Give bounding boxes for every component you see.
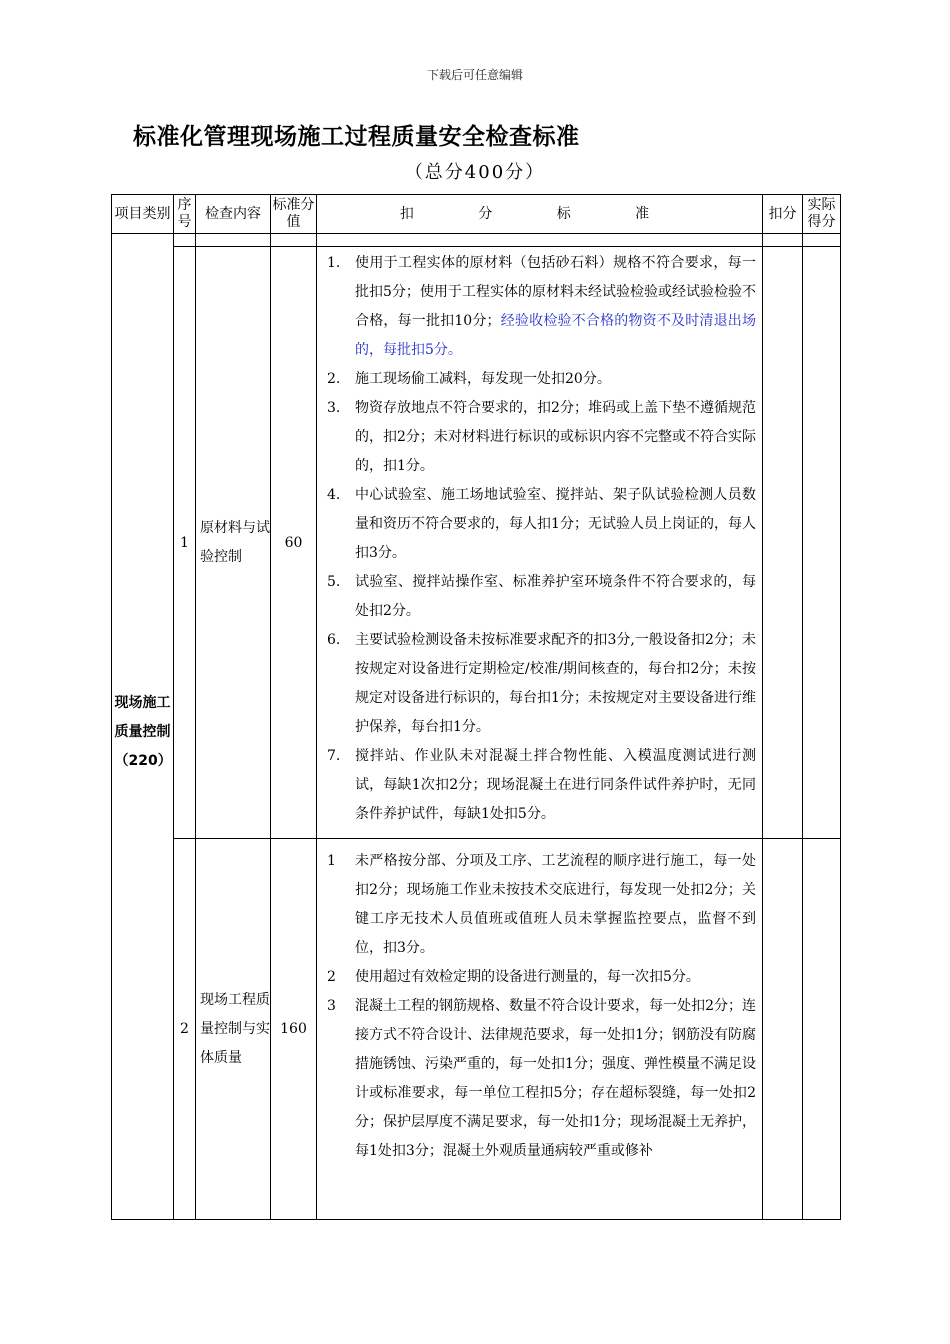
header-note: 下载后可任意编辑 [426, 68, 523, 82]
item-text: 中心试验室、施工场地试验室、搅拌站、架子队试验检测人员数量和资历不符合要求的，每人扣1分；无试验人员上岗证的，每人扣3分。 [355, 487, 756, 561]
item-text: 施工现场偷工减料，每发现一处扣20分。 [355, 371, 611, 387]
criteria-item [325, 742, 756, 829]
header-seq: 序号 [174, 195, 196, 234]
table-row [112, 839, 841, 1220]
row-criteria [317, 247, 763, 839]
item-text: 使用于工程实体的原材料（包括砂石料）规格不符合要求，每一批扣5分；使用于工程实体的原材料未经试验检验或经试验检验不合格，每一批扣10分； [355, 255, 756, 329]
item-number: 2 [327, 969, 336, 985]
row-actual-cell [803, 247, 841, 839]
table-header-row [112, 195, 841, 234]
item-highlight-text: 经验收检验不合格的物资不及时清退出场的，每批扣5分。 [355, 313, 756, 358]
item-number: 2. [327, 371, 341, 387]
criteria-item [325, 365, 756, 394]
header-actual: 实际得分 [803, 195, 841, 234]
item-number: 5. [327, 574, 341, 590]
document-subtitle: （总分400分） [404, 162, 546, 183]
item-number: 1 [327, 853, 336, 869]
table-row [112, 247, 841, 839]
criteria-item [325, 626, 756, 742]
criteria-item [325, 963, 756, 992]
spacer-row [112, 234, 841, 247]
item-text: 主要试验检测设备未按标准要求配齐的扣3分,一般设备扣2分；未按规定对设备进行定期检定/校准/期间核查的，每台扣2分；未按规定对设备进行标识的，每台扣1分；未按规定对主要设备进行维护保养，每台扣1分。 [355, 632, 756, 735]
criteria-item [325, 394, 756, 481]
row-deduct-cell [763, 839, 803, 1220]
criteria-item [325, 249, 756, 365]
header-category: 项目类别 [112, 195, 174, 234]
row-score: 60 [271, 247, 317, 839]
row-content-text: 现场工程质量控制与实体质量 [200, 991, 270, 1066]
item-text: 混凝土工程的钢筋规格、数量不符合设计要求，每一处扣2分；连接方式不符合设计、法律规范要求，每一处扣1分；钢筋没有防腐措施锈蚀、污染严重的，每一处扣1分；强度、弹性模量不满足设计或标准要求，每一单位工程扣5分；存在超标裂缝，每一处扣2分；保护层厚度不满足要求，每一处扣1分；现场混凝土无养护，每1处扣3分；混凝土外观质量通病较严重或修补 [355, 998, 756, 1159]
category-cell [112, 247, 174, 1220]
row-criteria [317, 839, 763, 1220]
row-content [196, 839, 271, 1220]
item-number: 3 [327, 998, 336, 1014]
criteria-item [325, 992, 756, 1166]
item-text: 未严格按分部、分项及工序、工艺流程的顺序进行施工，每一处扣2分；现场施工作业未按技术交底进行，每发现一处扣2分；关键工序无技术人员值班或值班人员未掌握监控要点，监督不到位，扣3分。 [355, 853, 756, 956]
item-text: 试验室、搅拌站操作室、标准养护室环境条件不符合要求的，每处扣2分。 [355, 574, 756, 619]
header-criteria [317, 195, 763, 234]
row-score: 160 [271, 839, 317, 1220]
header-content: 检查内容 [196, 195, 271, 234]
row-seq: 2 [174, 839, 196, 1220]
category-total: （220） [114, 753, 172, 770]
item-text: 物资存放地点不符合要求的，扣2分；堆码或上盖下垫不遵循规范的，扣2分；未对材料进行标识的或标识内容不完整或不符合实际的，扣1分。 [355, 400, 756, 474]
row-seq: 1 [174, 247, 196, 839]
item-text: 使用超过有效检定期的设备进行测量的，每一次扣5分。 [355, 969, 700, 985]
criteria-item [325, 847, 756, 963]
item-number: 3. [327, 400, 341, 416]
category-name: 现场施工质量控制 [114, 695, 171, 741]
document-title: 标准化管理现场施工过程质量安全检查标准 [133, 124, 580, 150]
item-text: 搅拌站、作业队未对混凝土拌合物性能、入模温度测试进行测试，每缺1次扣2分；现场混凝土在进行同条件试件养护时，无同条件养护试件，每缺1处扣5分。 [355, 748, 756, 822]
row-actual-cell [803, 839, 841, 1220]
header-deduct: 扣分 [763, 195, 803, 234]
row-content-text: 原材料与试验控制 [200, 519, 270, 565]
header-score: 标准分值 [271, 195, 317, 234]
item-number: 7. [327, 748, 341, 764]
row-deduct-cell [763, 247, 803, 839]
item-number: 4. [327, 487, 341, 503]
inspection-standard-table [111, 194, 841, 1220]
row-content [196, 247, 271, 839]
criteria-item [325, 481, 756, 568]
criteria-item [325, 568, 756, 626]
item-number: 6. [327, 632, 341, 648]
header-criteria-label: 扣 分 标 准 [399, 205, 680, 222]
item-number: 1. [327, 255, 341, 271]
